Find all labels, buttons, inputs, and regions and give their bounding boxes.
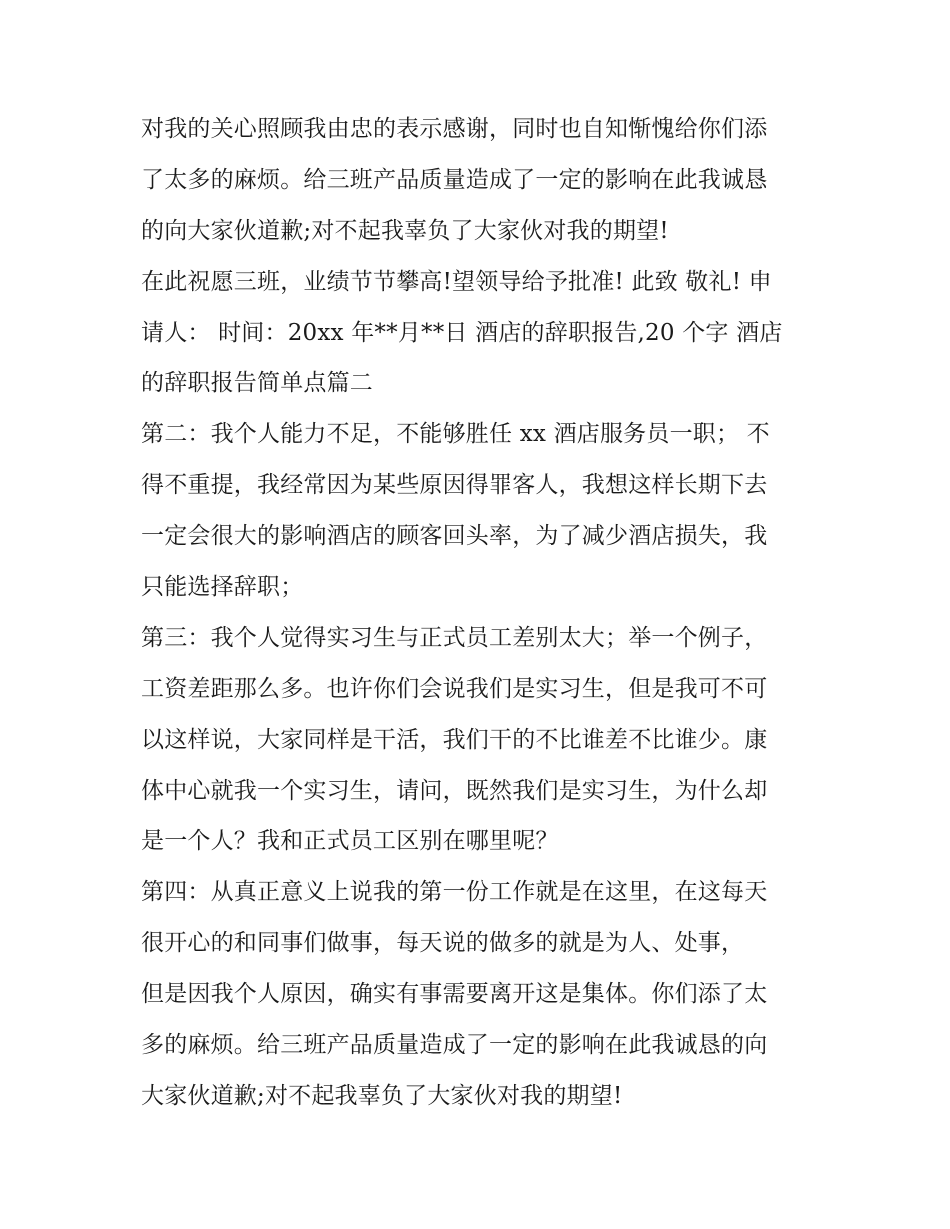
text-line: 在此祝愿三班，业绩节节攀高!望领导给予批准! 此致 敬礼! 申 [141, 268, 772, 295]
text-line: 的向大家伙道歉;对不起我辜负了大家伙对我的期望! [141, 217, 669, 244]
text-line: 得不重提，我经常因为某些原因得罪客人，我想这样长期下去 [141, 472, 768, 499]
text-line: 第三：我个人觉得实习生与正式员工差别太大；举一个例子， [141, 624, 768, 651]
text-line: 是一个人？我和正式员工区别在哪里呢？ [141, 828, 559, 855]
text-line: 只能选择辞职； [141, 574, 304, 601]
text-line: 一定会很大的影响酒店的顾客回头率，为了减少酒店损失，我 [141, 523, 768, 550]
text-line: 对我的关心照顾我由忠的表示感谢，同时也自知惭愧给你们添 [141, 116, 768, 142]
text-line: 多的麻烦。给三班产品质量造成了一定的影响在此我诚恳的向 [141, 1032, 768, 1059]
text-line: 请人： 时间：20xx 年**月**日 酒店的辞职报告,20 个字 酒店 [141, 319, 783, 346]
text-line: 大家伙道歉;对不起我辜负了大家伙对我的期望! [141, 1082, 623, 1109]
text-line: 但是因我个人原因，确实有事需要离开这是集体。你们添了太 [141, 981, 768, 1008]
body-text [141, 104, 821, 1122]
text-line: 体中心就我一个实习生，请问，既然我们是实习生，为什么却 [141, 777, 768, 804]
text-line: 工资差距那么多。也许你们会说我们是实习生，但是我可不可 [141, 675, 768, 702]
text-line: 以这样说，大家同样是干活，我们干的不比谁差不比谁少。康 [141, 726, 768, 753]
text-line: 的辞职报告简单点篇二 [141, 370, 373, 397]
text-line: 第四：从真正意义上说我的第一份工作就是在这里，在这每天 [141, 879, 768, 906]
text-line: 第二：我个人能力不足，不能够胜任 xx 酒店服务员一职； 不 [141, 421, 770, 448]
text-line: 了太多的麻烦。给三班产品质量造成了一定的影响在此我诚恳 [141, 166, 768, 193]
text-line: 很开心的和同事们做事，每天说的做多的就是为人、处事， [141, 930, 745, 957]
